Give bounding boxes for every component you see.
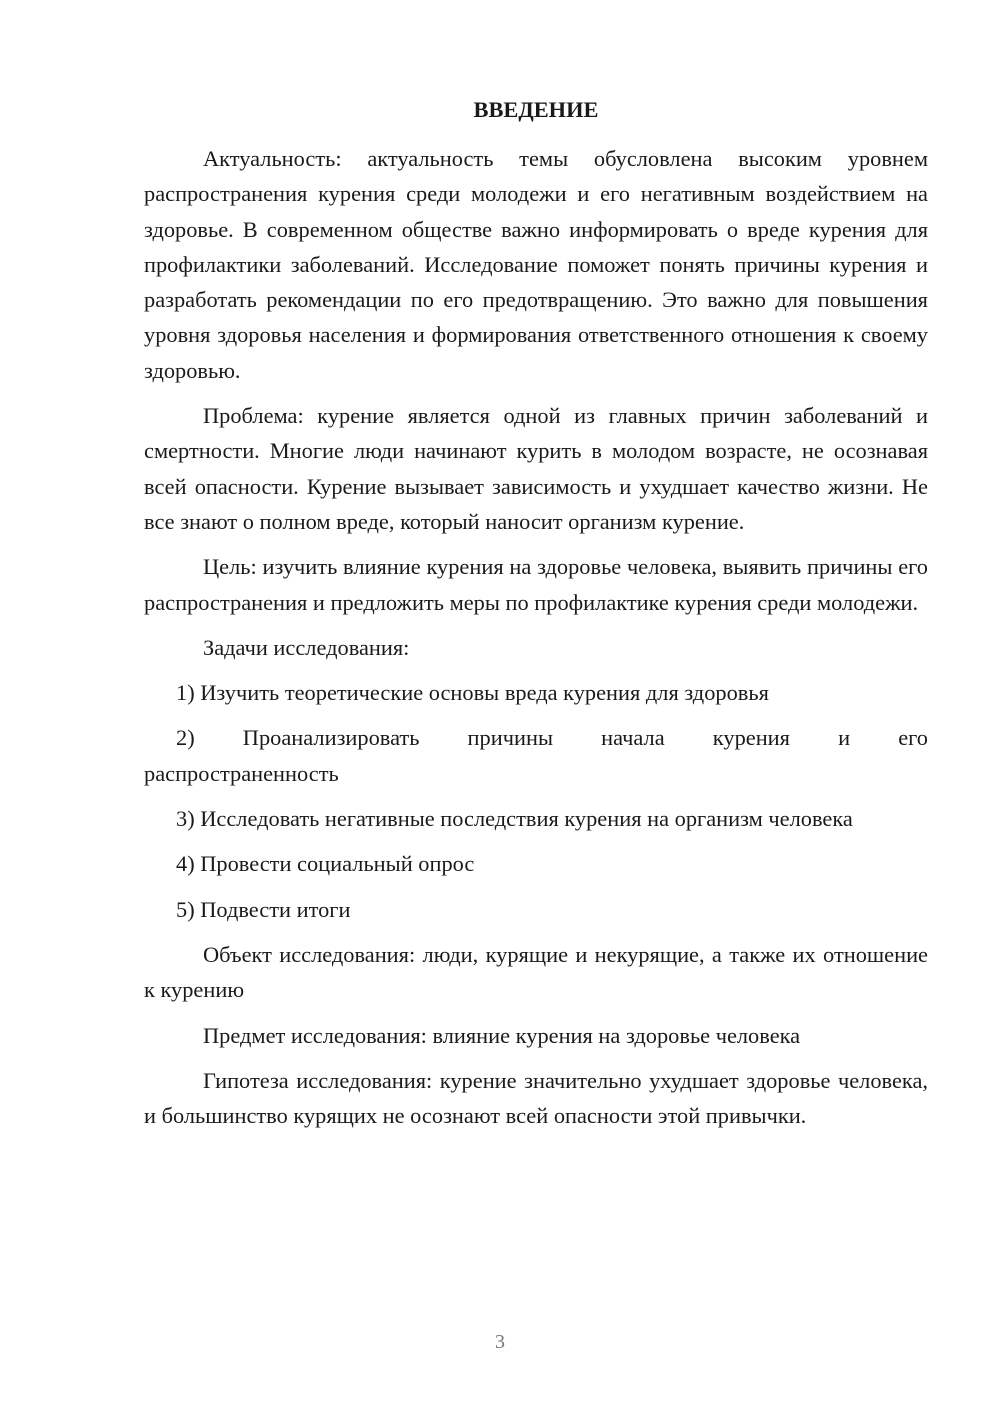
task-item-5: 5) Подвести итоги: [176, 896, 351, 922]
object-paragraph: Объект исследования: люди, курящие и некурящие, а также их отношение к курению: [144, 941, 928, 1003]
task-item-3: 3) Исследовать негативные последствия курения на организм человека: [176, 806, 853, 832]
task-item-2: 2) Проанализировать причины начала курения и его: [176, 725, 928, 751]
problem-paragraph: Проблема: курение является одной из главных причин заболеваний и смертности. Многие люди начинают курить в молодом возрасте, не осознавая всей опасности. Курение вызывает зависимость и ухудшает качество жизни. Не все знают о полном вреде, который наносит организм курение.: [144, 403, 928, 534]
page-title: ВВЕДЕНИЕ: [473, 97, 599, 122]
hypothesis-paragraph: Гипотеза исследования: курение значительно ухудшает здоровье человека, и большинство курящих не осознают всей опасности этой привычки.: [144, 1067, 928, 1129]
task-item-2-continuation: распространенность: [144, 760, 339, 786]
relevance-paragraph: Актуальность: актуальность темы обусловлена высоким уровнем распространения курения среди молодежи и его негативным воздействием на здоровье. В современном обществе важно информировать о вреде курения для профилактики заболеваний. Исследование поможет понять причины курения и разработать рекомендации по его предотвращению. Это важно для повышения уровня здоровья населения и формирования ответственного отношения к своему здоровью.: [144, 146, 928, 383]
document-page: [144, 92, 928, 1143]
page-number: 3: [495, 1331, 505, 1353]
task-item-4: 4) Провести социальный опрос: [176, 851, 475, 877]
task-item-1: 1) Изучить теоретические основы вреда курения для здоровья: [176, 680, 769, 706]
goal-paragraph: Цель: изучить влияние курения на здоровье человека, выявить причины его распространения и предложить меры по профилактике курения среди молодежи.: [144, 554, 928, 615]
subject-paragraph: Предмет исследования: влияние курения на здоровье человека: [203, 1022, 801, 1048]
tasks-heading: Задачи исследования:: [203, 634, 410, 660]
